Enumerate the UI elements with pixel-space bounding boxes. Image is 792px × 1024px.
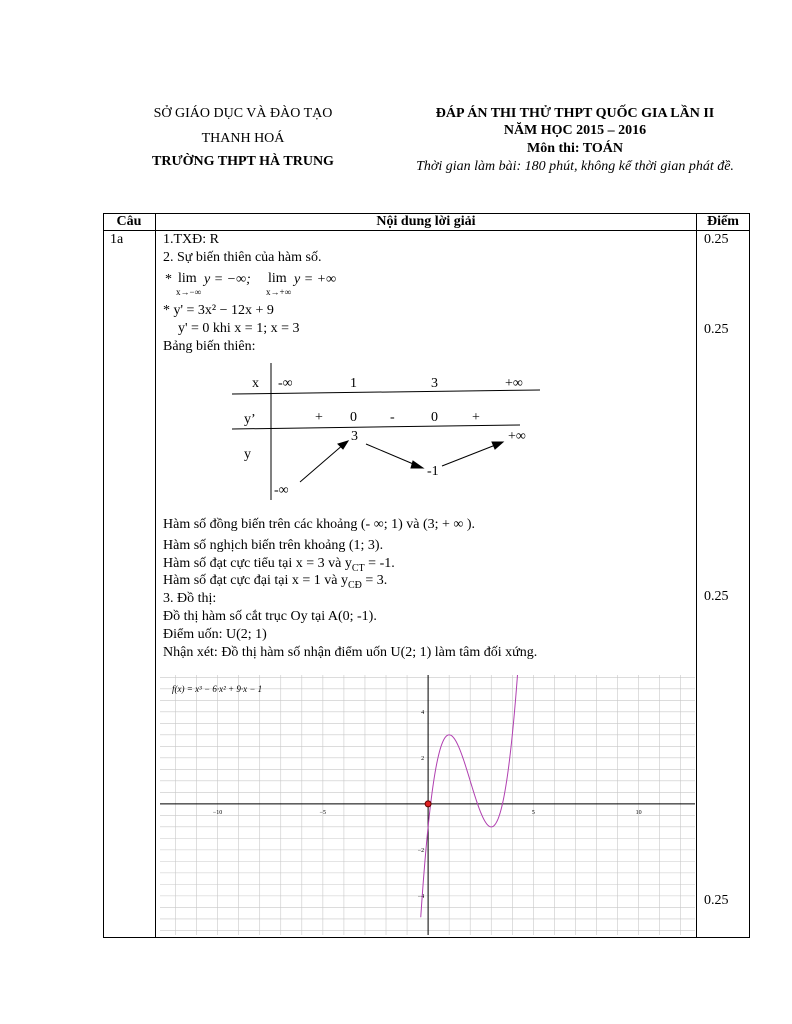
lim-1-sub: x→−∞ xyxy=(176,287,201,297)
column-header-content: Nội dung lời giải xyxy=(376,214,476,229)
variation-title: 2. Sự biến thiên của hàm số. xyxy=(163,250,322,265)
limits-star: * xyxy=(165,272,172,287)
variation-table xyxy=(230,360,550,505)
lim-2-expr: y = +∞ xyxy=(294,272,337,287)
vt-sign-2: 0 xyxy=(350,410,357,425)
lim-1: lim xyxy=(178,271,197,286)
y-tick-label: −4 xyxy=(417,893,425,900)
remark-line: Nhận xét: Đồ thị hàm số nhận điểm uốn U(2; 1) làm tâm đối xứng. xyxy=(163,645,538,660)
vt-x-value-3: 3 xyxy=(431,376,438,391)
vt-y-value-3: -1 xyxy=(427,464,439,479)
x-tick-label: 5 xyxy=(531,809,535,816)
lim-2: lim xyxy=(268,271,287,286)
x-tick-label: −5 xyxy=(319,809,327,816)
lim-2-sub: x→+∞ xyxy=(266,287,291,297)
graph-title: 3. Đồ thị: xyxy=(163,591,217,606)
x-tick-label: −10 xyxy=(212,809,223,816)
vt-y-value-2: 3 xyxy=(351,429,358,444)
vt-arrow-down xyxy=(366,444,418,466)
vt-sign-4: 0 xyxy=(431,410,438,425)
vt-arrow-up-2 xyxy=(442,444,498,466)
vt-x-value-2: 1 xyxy=(350,376,357,391)
derivative-line: * y' = 3x² − 12x + 9 xyxy=(163,303,274,318)
vt-arrowhead-2 xyxy=(411,461,423,468)
function-graph xyxy=(160,675,695,935)
vt-x-label: x xyxy=(252,376,259,391)
vt-y-label: y xyxy=(244,447,251,462)
score-4: 0.25 xyxy=(704,893,729,908)
domain-line: 1.TXĐ: R xyxy=(163,232,219,247)
increasing-intervals: Hàm số đồng biến trên các khoảng (- ∞; 1) và (3; + ∞ ). xyxy=(163,517,476,532)
vt-x-value-1: -∞ xyxy=(278,376,293,391)
question-id: 1a xyxy=(110,232,124,247)
province-name: THANH HOÁ xyxy=(201,131,285,146)
maximum-line: Hàm số đạt cực đại tại x = 1 và $y_{CĐ} = 3$. xyxy=(163,573,388,591)
function-curve xyxy=(421,675,518,917)
vt-y-value-1: -∞ xyxy=(274,483,289,498)
score-1: 0.25 xyxy=(704,232,729,247)
exam-title: ĐÁP ÁN THI THỬ THPT QUỐC GIA LẦN II xyxy=(435,106,715,121)
decreasing-interval: Hàm số nghịch biến trên khoảng (1; 3). xyxy=(163,538,384,553)
y-intercept-line: Đồ thị hàm số cắt trục Oy tại A(0; -1). xyxy=(163,609,377,624)
lim-1-expr: y = −∞; xyxy=(204,272,251,287)
department-name: SỞ GIÁO DỤC VÀ ĐÀO TẠO xyxy=(153,106,333,121)
column-header-question: Câu xyxy=(116,214,142,229)
vt-arrow-up-1 xyxy=(300,444,344,482)
variation-table-title: Bảng biến thiên: xyxy=(163,339,256,354)
school-year: NĂM HỌC 2015 – 2016 xyxy=(503,123,647,138)
vt-x-value-4: +∞ xyxy=(505,376,523,391)
column-header-score: Điểm xyxy=(707,214,739,229)
score-3: 0.25 xyxy=(704,589,729,604)
subject: Môn thi: TOÁN xyxy=(527,141,623,156)
vt-y-value-4: +∞ xyxy=(508,429,526,444)
school-name: TRƯỜNG THPT HÀ TRUNG xyxy=(152,154,334,169)
y-tick-label: 4 xyxy=(421,709,425,716)
time-note: Thời gian làm bài: 180 phút, không kể thời gian phát đề. xyxy=(416,159,734,174)
graph-title: f(x) = x³ − 6·x² + 9·x − 1 xyxy=(172,684,263,694)
vt-arrowhead-3 xyxy=(492,442,503,449)
minimum-line: Hàm số đạt cực tiểu tại x = 3 và $y_{CT} = -1$. xyxy=(163,556,395,574)
y-tick-label: 2 xyxy=(421,755,425,762)
vt-sign-1: + xyxy=(315,410,323,425)
vt-sign-5: + xyxy=(472,410,480,425)
origin-point-marker xyxy=(425,801,431,807)
critical-points: y' = 0 khi x = 1; x = 3 xyxy=(178,321,300,336)
vt-sign-3: - xyxy=(390,410,395,425)
y-tick-label: −2 xyxy=(417,847,425,854)
inflection-point-line: Điểm uốn: U(2; 1) xyxy=(163,627,267,642)
score-2: 0.25 xyxy=(704,322,729,337)
x-tick-label: 10 xyxy=(635,809,642,816)
vt-yprime-label: y’ xyxy=(244,412,256,427)
